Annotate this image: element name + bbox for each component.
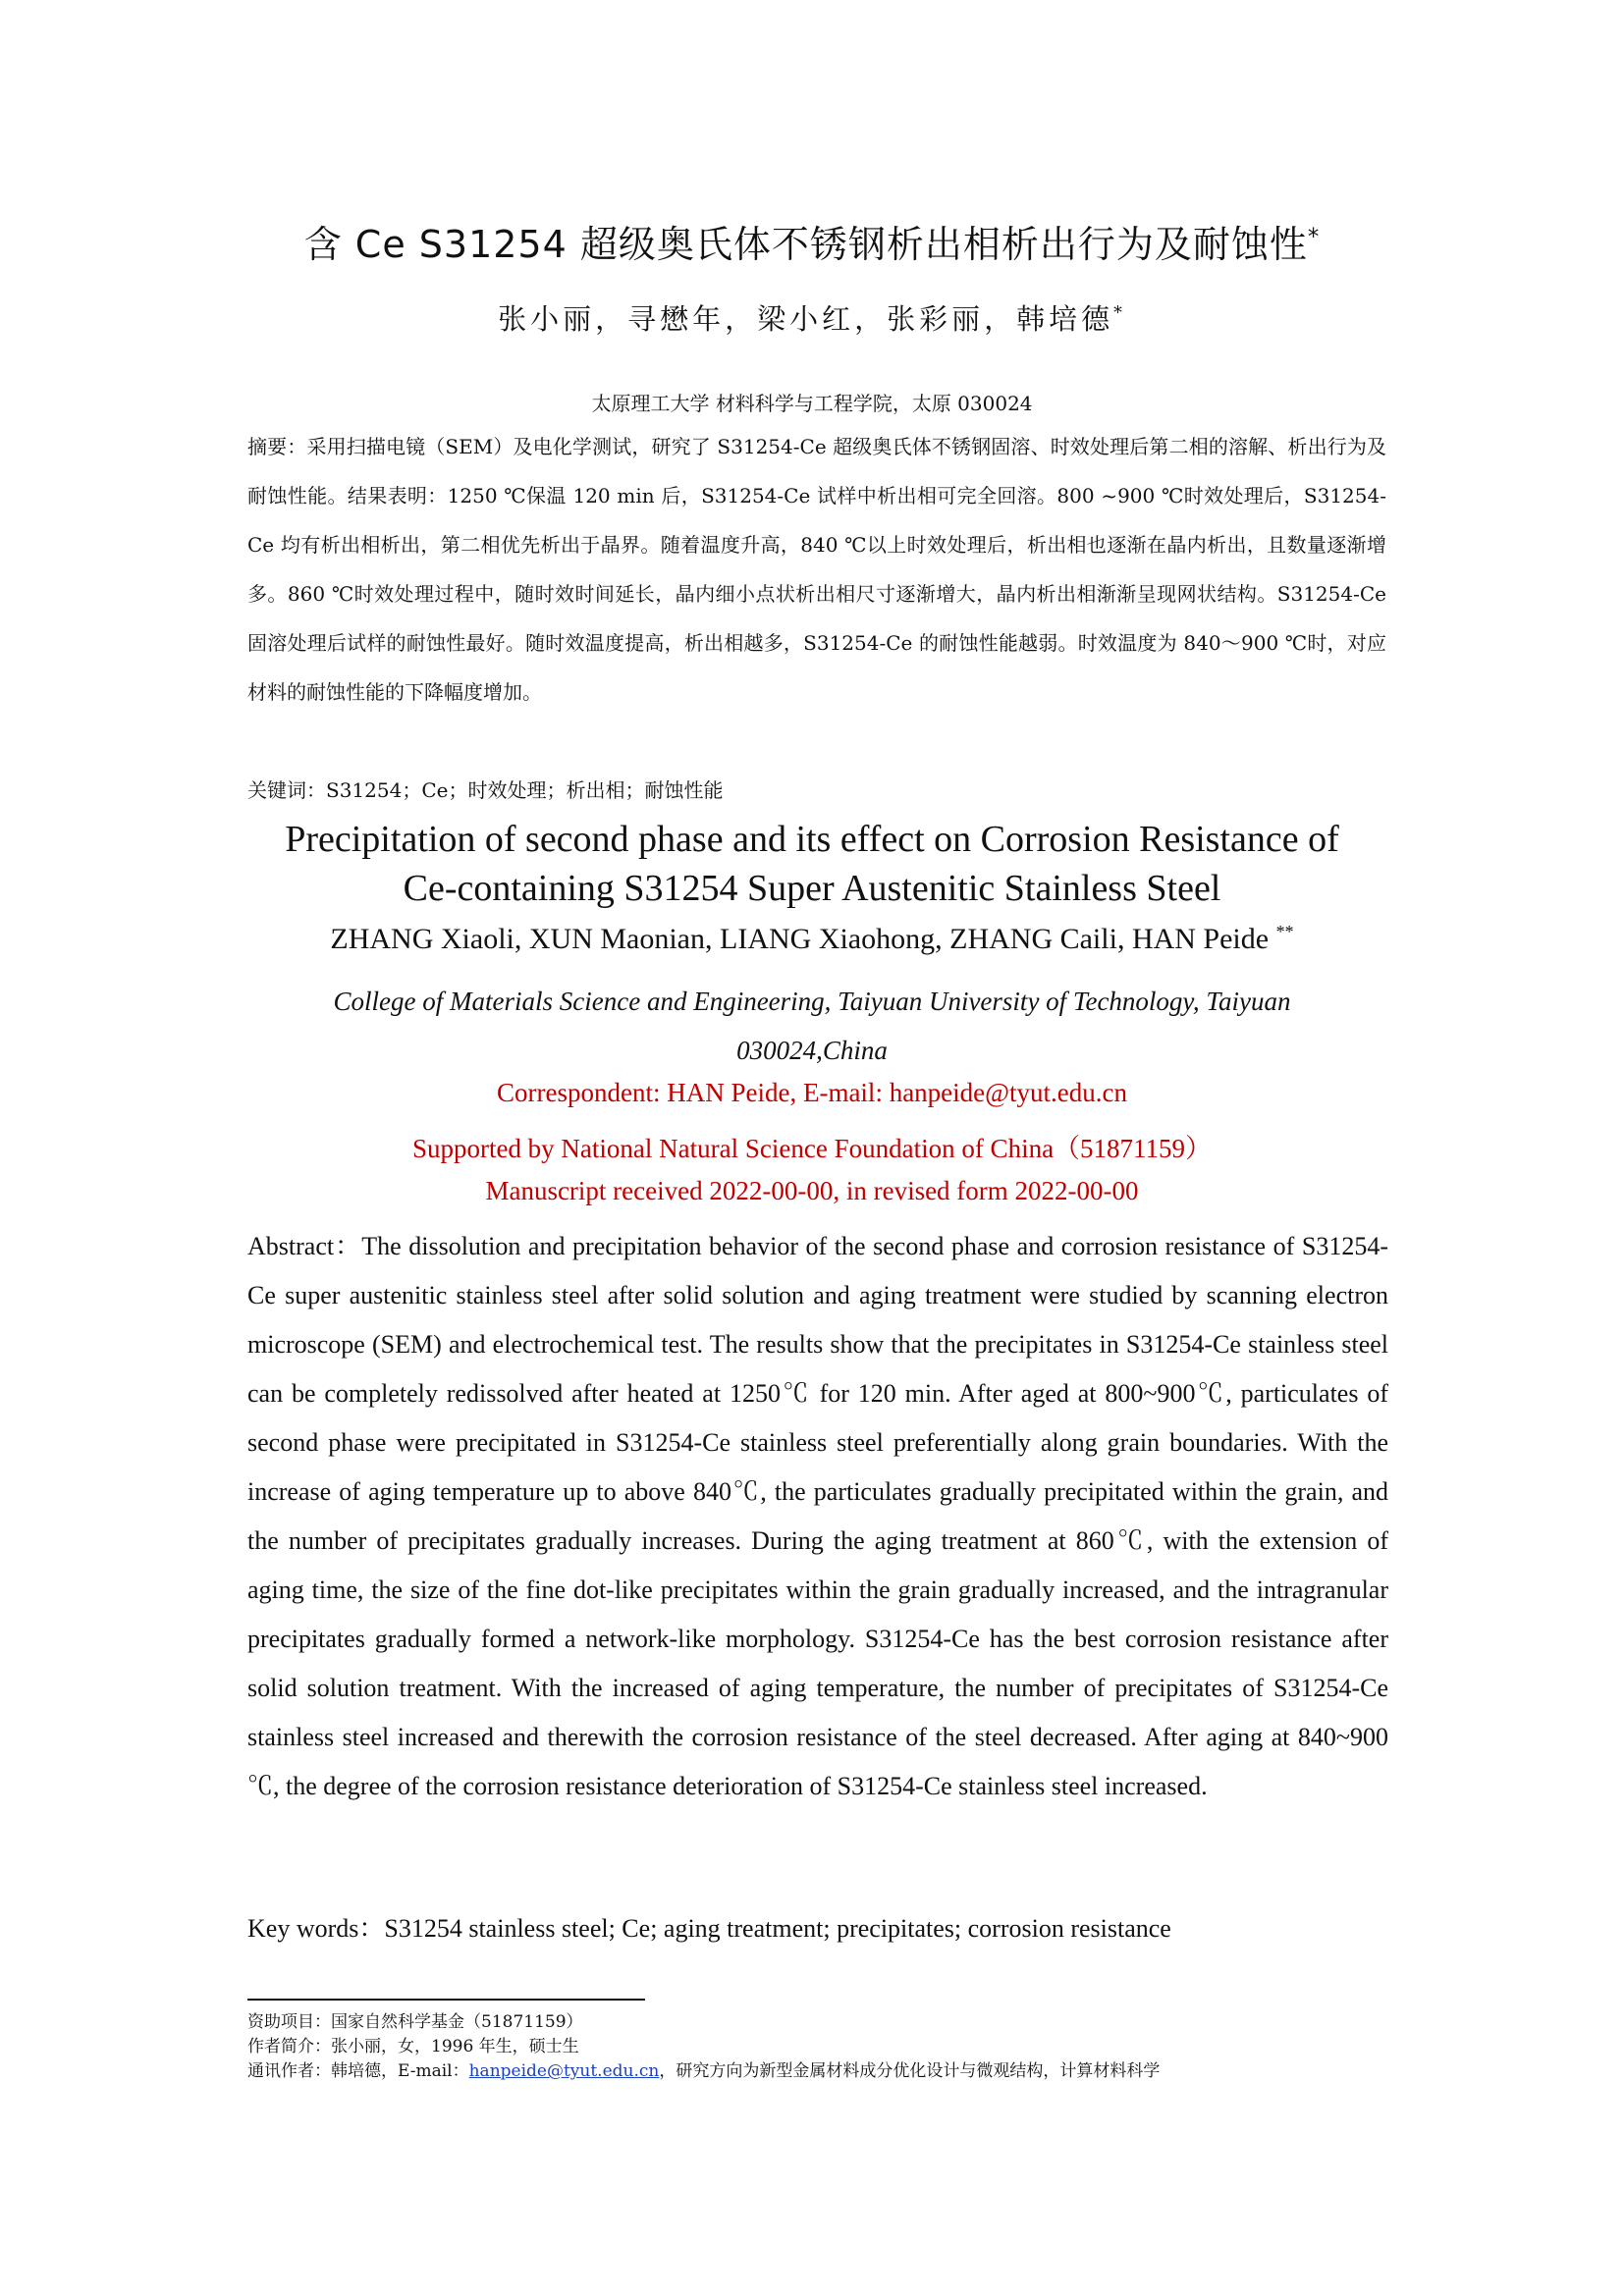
funding-line: Supported by National Natural Science Foundation of China（51871159） xyxy=(411,1134,1213,1163)
english-keywords xyxy=(247,1909,1388,1949)
corresponding-email-link[interactable]: hanpeide@tyut.edu.cn xyxy=(468,2061,660,2081)
english-title-line-2: Ce-containing S31254 Super Austenitic Stainless Steel xyxy=(403,868,1221,909)
chinese-authors: 张小丽，寻懋年，梁小红，张彩丽，韩培德* xyxy=(498,302,1126,336)
english-authors: ZHANG Xiaoli, XUN Maonian, LIANG Xiaohong, ZHANG Caili, HAN Peide ** xyxy=(330,922,1294,955)
chinese-keywords xyxy=(247,769,1386,812)
english-affiliation: College of Materials Science and Engineering, Taiyuan University of Technology, Taiyuan 030024,China xyxy=(333,987,1291,1065)
title-footnote-mark: * xyxy=(1307,224,1321,250)
english-abstract-text: The dissolution and precipitation behavior of the second phase and corrosion resistance of S31254-Ce super austenitic stainless steel after solid solution and aging treatment were studied by scanning electron microscope (SEM) and electrochemical test. The results show that the precipitates in S31254-Ce stainless steel can be completely redissolved after heated at 1250℃ for 120 min. After aged at 800~900℃, particulates of second phase were precipitated in S31254-Ce stainless steel preferentially along grain boundaries. With the increase of aging temperature up to above 840℃, the particulates gradually precipitated within the grain, and the number of precipitates gradually increases. During the aging treatment at 860℃, with the extension of aging time, the size of the fine dot-like precipitates within the grain gradually increased, and the intragranular precipitates gradually formed a network-like morphology. S31254-Ce has the best corrosion resistance after solid solution treatment. With the increased of aging temperature, the number of precipitates of S31254-Ce stainless steel increased and therewith the corrosion resistance of the steel decreased. After aging at 840~900 ℃, the degree of the corrosion resistance deterioration of S31254-Ce stainless steel increased. xyxy=(247,1232,1388,1800)
footnote-author-bio: 作者简介：张小丽，女，1996 年生，硕士生 xyxy=(247,2037,579,2056)
english-keywords-label: Key words： xyxy=(247,1914,385,1943)
author-footnote-mark: * xyxy=(1113,303,1126,324)
footnote-divider xyxy=(247,1999,645,2001)
chinese-abstract-label: 摘要： xyxy=(247,435,307,458)
english-keywords-text: S31254 stainless steel; Ce; aging treatment; precipitates; corrosion resistance xyxy=(384,1914,1171,1943)
english-author-footnote-mark: ** xyxy=(1275,922,1294,941)
manuscript-received-line: Manuscript received 2022-00-00, in revised form 2022-00-00 xyxy=(485,1176,1139,1205)
chinese-keywords-label: 关键词： xyxy=(247,778,326,802)
correspondent-line: Correspondent: HAN Peide, E-mail: hanpeide@tyut.edu.cn xyxy=(497,1078,1127,1107)
chinese-keywords-text: S31254；Ce；时效处理；析出相；耐蚀性能 xyxy=(326,778,724,802)
english-title-line-1: Precipitation of second phase and its effect on Corrosion Resistance of xyxy=(285,819,1339,860)
footnote-funding: 资助项目：国家自然科学基金（51871159） xyxy=(247,2012,583,2032)
chinese-abstract xyxy=(247,422,1386,717)
english-abstract-label: Abstract： xyxy=(247,1232,362,1260)
chinese-affiliation: 太原理工大学 材料科学与工程学院，太原 030024 xyxy=(591,392,1033,415)
english-title xyxy=(0,815,1624,913)
english-abstract xyxy=(247,1222,1388,1811)
chinese-abstract-text: 采用扫描电镜（SEM）及电化学测试，研究了 S31254-Ce 超级奥氏体不锈钢固溶、时效处理后第二相的溶解、析出行为及耐蚀性能。结果表明：1250 ℃保温 120 min 后，S31254-Ce 试样中析出相可完全回溶。800 ~900 ℃时效处理后，S31254-Ce 均有析出相析出，第二相优先析出于晶界。随着温度升高，840 ℃以上时效处理后，析出相也逐渐在晶内析出，且数量逐渐增多。860 ℃时效处理过程中，随时效时间延长，晶内细小点状析出相尺寸逐渐增大，晶内析出相渐渐呈现网状结构。S31254-Ce 固溶处理后试样的耐蚀性最好。随时效温度提高，析出相越多，S31254-Ce 的耐蚀性能越弱。时效温度为 840～900 ℃时，对应材料的耐蚀性能的下降幅度增加。 xyxy=(247,435,1387,704)
chinese-title: 含 Ce S31254 超级奥氏体不锈钢析出相析出行为及耐蚀性* xyxy=(303,223,1321,266)
footnote-corresponding-author: 通讯作者：韩培德，E-mail：hanpeide@tyut.edu.cn，研究方向为新型金属材料成分优化设计与微观结构，计算材料科学 xyxy=(247,2061,1161,2081)
